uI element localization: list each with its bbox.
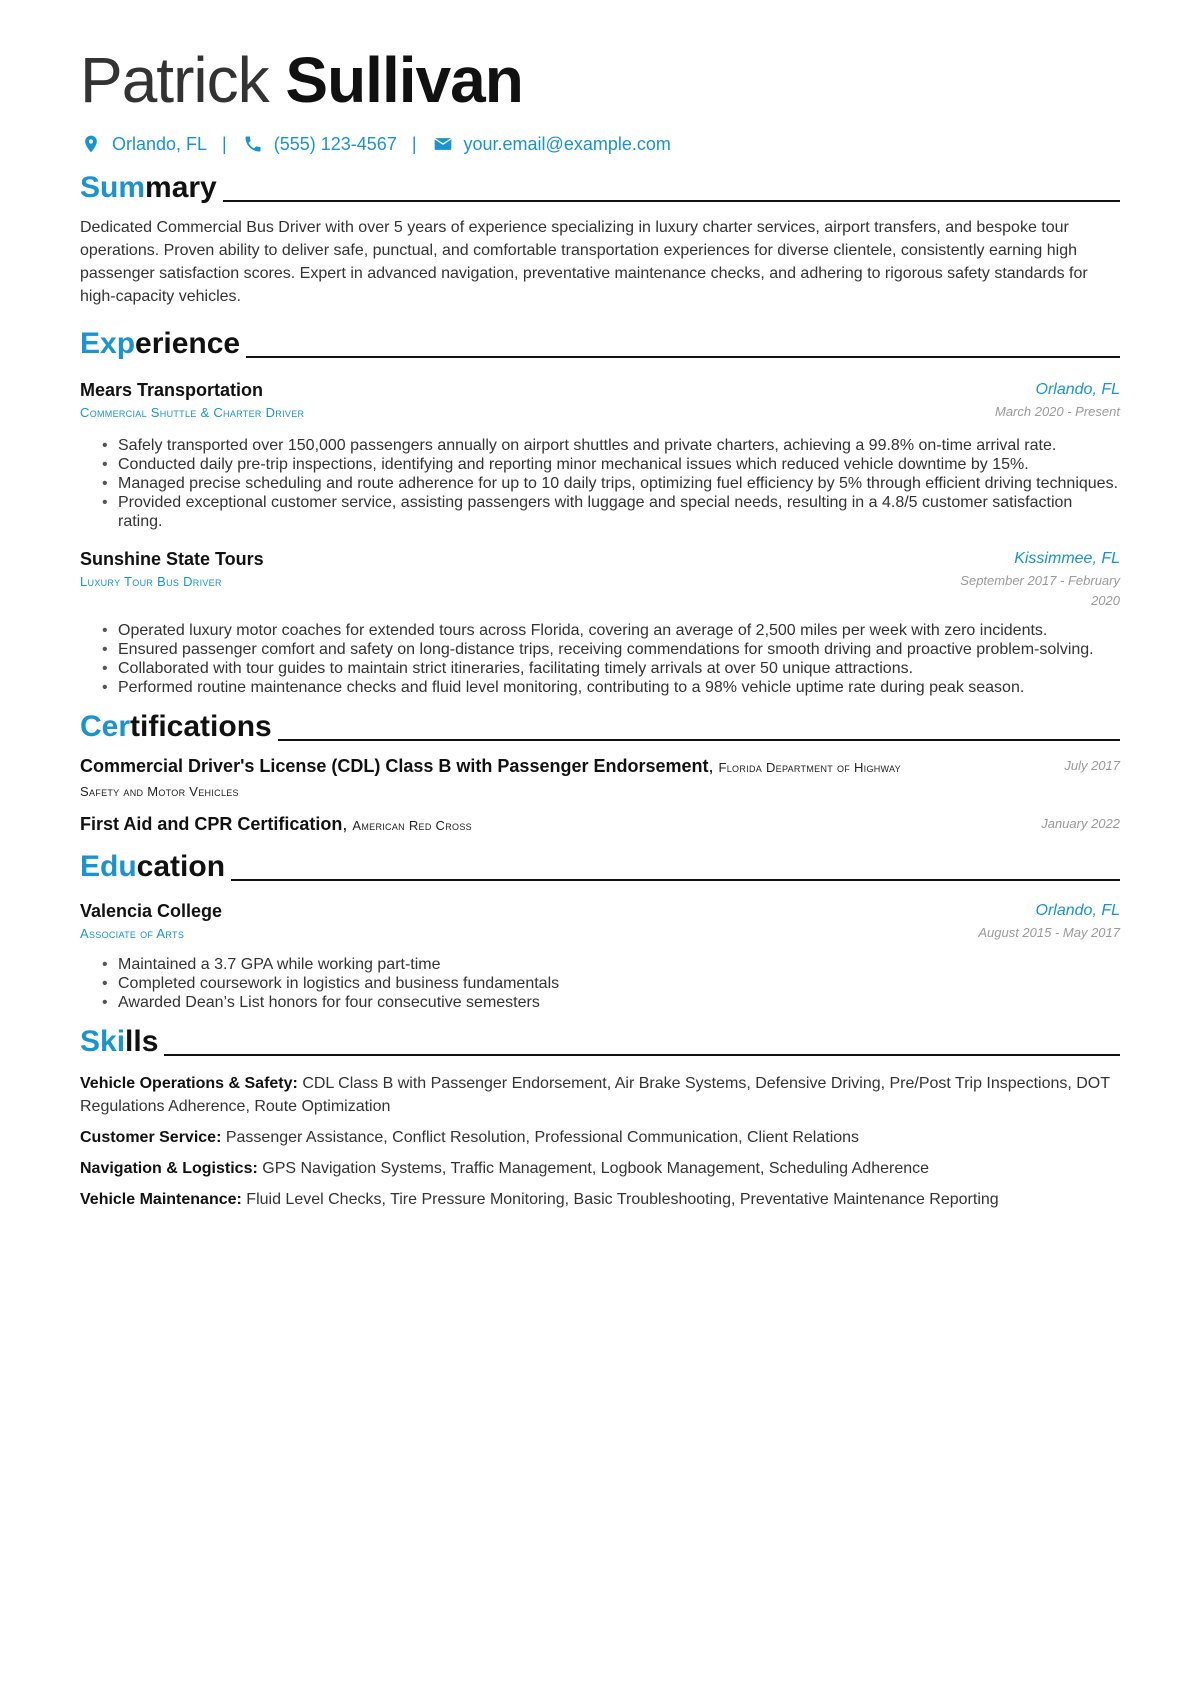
list-item: • Conducted daily pre-trip inspections, identifying and reporting minor mechanical issues which reduced vehicle downtime by 15%. bbox=[102, 455, 1118, 474]
experience-entry bbox=[80, 547, 1120, 697]
skill-category: Navigation & Logistics: bbox=[80, 1160, 258, 1177]
summary-text: Dedicated Commercial Bus Driver with over 5 years of experience specializing in luxury charter services, airport transfers, and bespoke tour operations. Proven ability to deliver safe, punctual, and comfortable transportation experiences for diverse clientele, consistently earning high passenger satisfaction scores. Expert in advanced navigation, preventative maintenance checks, and adhering to rigorous safety standards for high-capacity vehicles. bbox=[80, 219, 1088, 305]
experience-entry bbox=[80, 378, 1120, 531]
section-title-accent: Edu bbox=[80, 850, 137, 883]
location-text: Orlando, FL bbox=[112, 133, 208, 154]
school-location: Orlando, FL bbox=[1035, 902, 1120, 919]
list-item: • Awarded Dean’s List honors for four consecutive semesters bbox=[102, 993, 1118, 1012]
certification-title: First Aid and CPR Certification bbox=[80, 814, 343, 834]
section-title-accent: Exp bbox=[80, 327, 136, 360]
job-bullets bbox=[80, 436, 1120, 531]
list-item: • Maintained a 3.7 GPA while working part-time bbox=[102, 955, 1118, 974]
job-dates: March 2020 - Present bbox=[994, 404, 1120, 419]
skill-items: CDL Class B with Passenger Endorsement, Air Brake Systems, Defensive Driving, Pre/Post Trip Inspections, DOT Regulations Adherence, Route Optimization bbox=[80, 1075, 1110, 1115]
section-title-rest: erience bbox=[135, 327, 241, 360]
section-title-experience bbox=[80, 326, 1120, 362]
envelope-icon bbox=[432, 133, 454, 155]
section-rule bbox=[246, 356, 1120, 358]
section-title-rest: cation bbox=[136, 850, 226, 883]
section-rule bbox=[278, 739, 1120, 741]
list-item: • Completed coursework in logistics and business fundamentals bbox=[102, 974, 1118, 993]
certification-date: January 2022 bbox=[1041, 816, 1120, 831]
certification-issuer: American Red Cross bbox=[352, 818, 472, 833]
section-title-rest: tifications bbox=[130, 710, 272, 743]
skill-row bbox=[80, 1188, 1120, 1211]
contact-line bbox=[80, 132, 1120, 156]
certification-issuer: Florida Department of Highway Safety and Motor Vehicles bbox=[80, 760, 901, 799]
section-rule bbox=[223, 200, 1120, 202]
section-title-accent: Cer bbox=[80, 710, 131, 743]
section-title-certifications bbox=[80, 709, 1120, 745]
job-role: Luxury Tour Bus Driver bbox=[80, 574, 222, 589]
certification-title: Commercial Driver's License (CDL) Class B with Passenger Endorsement bbox=[80, 756, 709, 776]
list-item: • Performed routine maintenance checks and fluid level monitoring, contributing to a 98% vehicle uptime rate during peak season. bbox=[102, 678, 1118, 697]
skill-category: Customer Service: bbox=[80, 1129, 222, 1146]
section-rule bbox=[231, 879, 1120, 881]
certification-entry: Commercial Driver's License (CDL) Class B with Passenger Endorsement, Florida Department of Highway Safety and Motor Vehicles July 2017 bbox=[80, 755, 1120, 803]
phone-icon bbox=[242, 133, 264, 155]
contact-separator: | bbox=[411, 133, 417, 154]
section-title-summary bbox=[80, 170, 1120, 206]
list-item: • Provided exceptional customer service, assisting passengers with luggage and special needs, resulting in a 4.8/5 customer satisfaction rating. bbox=[102, 493, 1118, 531]
first-name: Patrick bbox=[80, 44, 269, 116]
job-location: Orlando, FL bbox=[1035, 381, 1120, 398]
school-dates: August 2015 - May 2017 bbox=[978, 925, 1120, 940]
section-title-skills bbox=[80, 1024, 1120, 1060]
skill-category: Vehicle Maintenance: bbox=[80, 1191, 242, 1208]
company-name: Sunshine State Tours bbox=[80, 549, 264, 569]
section-title-education bbox=[80, 849, 1120, 885]
list-item: • Managed precise scheduling and route adherence for up to 10 daily trips, optimizing fuel efficiency by 5% through efficient driving techniques. bbox=[102, 474, 1118, 493]
education-entry bbox=[80, 899, 1120, 1012]
skill-category: Vehicle Operations & Safety: bbox=[80, 1075, 298, 1092]
job-location: Kissimmee, FL bbox=[1014, 550, 1120, 567]
skill-row bbox=[80, 1126, 1120, 1149]
degree: Associate of Arts bbox=[80, 926, 185, 941]
resume-content bbox=[80, 40, 1120, 1211]
job-dates: September 2017 - February 2020 bbox=[960, 573, 1120, 608]
section-title-accent: Sum bbox=[80, 171, 146, 204]
certification-entry: First Aid and CPR Certification, American Red Cross January 2022 bbox=[80, 813, 1120, 837]
list-item: • Operated luxury motor coaches for extended tours across Florida, covering an average of 2,500 miles per week with zero incidents. bbox=[102, 621, 1118, 640]
phone-link[interactable]: (555) 123-4567 bbox=[273, 133, 397, 154]
section-title-accent: Ski bbox=[80, 1025, 126, 1058]
section-rule bbox=[164, 1054, 1120, 1056]
certification-date: July 2017 bbox=[1064, 758, 1120, 773]
school-name: Valencia College bbox=[80, 901, 223, 921]
last-name: Sullivan bbox=[285, 44, 523, 116]
list-item: • Ensured passenger comfort and safety on long-distance trips, receiving commendations for smooth driving and proactive problem-solving. bbox=[102, 640, 1118, 659]
list-item: • Collaborated with tour guides to maintain strict itineraries, facilitating timely arrivals at over 50 unique attractions. bbox=[102, 659, 1118, 678]
job-bullets bbox=[80, 621, 1120, 697]
candidate-name bbox=[80, 40, 1120, 120]
company-name: Mears Transportation bbox=[80, 380, 264, 400]
section-title-rest: lls bbox=[125, 1025, 159, 1058]
skill-items: GPS Navigation Systems, Traffic Management, Logbook Management, Scheduling Adherence bbox=[262, 1160, 930, 1177]
job-role: Commercial Shuttle & Charter Driver bbox=[80, 405, 305, 420]
map-marker-icon bbox=[80, 133, 102, 155]
skill-items: Passenger Assistance, Conflict Resolution, Professional Communication, Client Relations bbox=[225, 1129, 860, 1146]
email-link[interactable]: your.email@example.com bbox=[463, 133, 671, 154]
skill-items: Fluid Level Checks, Tire Pressure Monitoring, Basic Troubleshooting, Preventative Maintenance Reporting bbox=[246, 1191, 999, 1208]
education-bullets bbox=[80, 955, 1120, 1012]
list-item: • Safely transported over 150,000 passengers annually on airport shuttles and private charters, achieving a 99.8% on-time arrival rate. bbox=[102, 436, 1118, 455]
section-title-rest: mary bbox=[145, 171, 217, 204]
skill-row bbox=[80, 1157, 1120, 1180]
contact-separator: | bbox=[222, 133, 227, 154]
skill-row bbox=[80, 1072, 1120, 1118]
